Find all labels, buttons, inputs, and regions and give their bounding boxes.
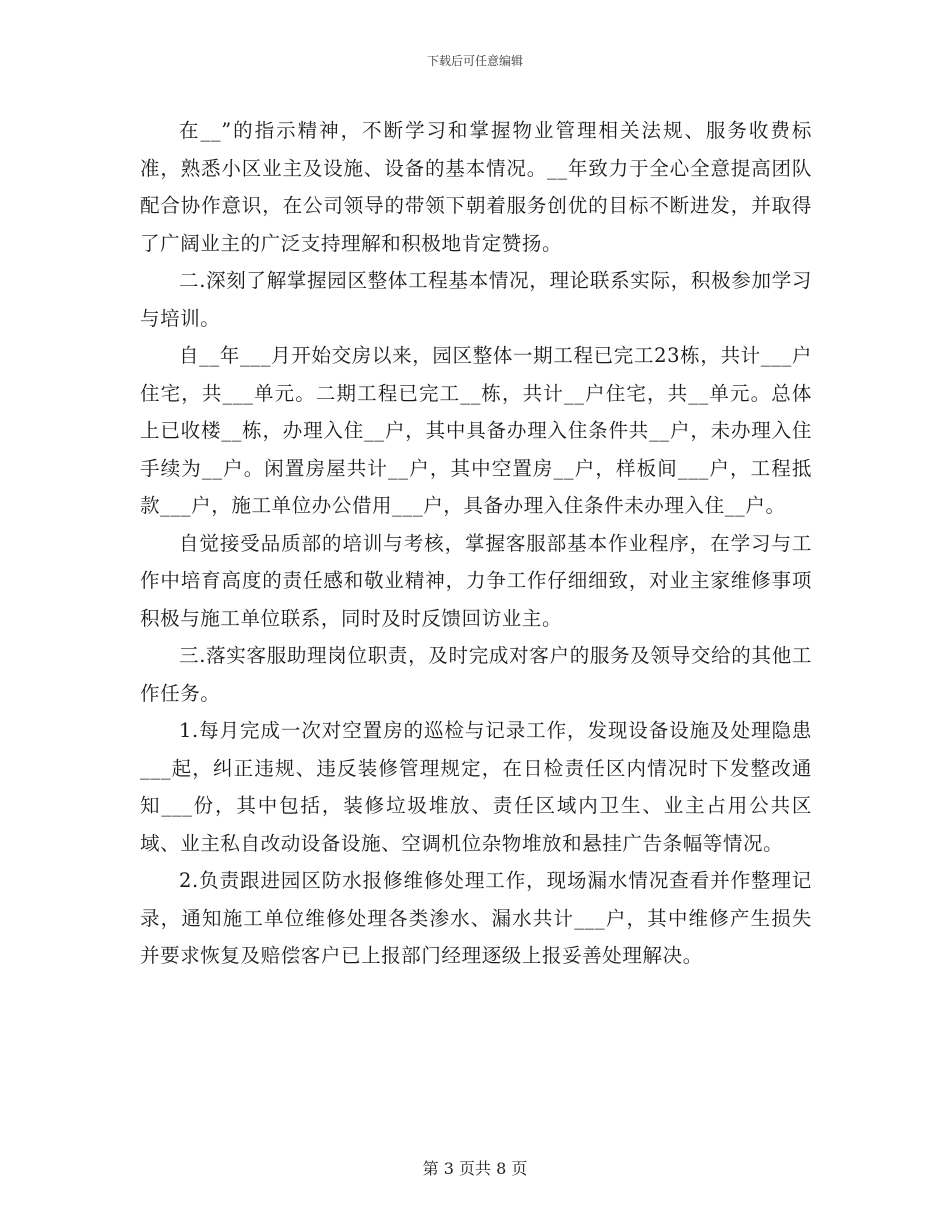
paragraph-4: 自觉接受品质部的培训与考核，掌握客服部基本作业程序，在学习与工作中培育高度的责任感和敬业精神，力争工作仔细细致，对业主家维修事项积极与施工单位联系，同时及时反馈回访业主。 xyxy=(140,531,812,630)
document-body xyxy=(140,112,812,975)
paragraph-6: 1.每月完成一次对空置房的巡检与记录工作，发现设备设施及处理隐患___起，纠正违规、违反装修管理规定，在日检责任区内情况时下发整改通知___份，其中包括，装修垃圾堆放、责任区域内卫生、业主占用公共区域、业主私自改动设备设施、空调机位杂物堆放和悬挂广告条幅等情况。 xyxy=(140,719,812,855)
page-header: 下载后可任意编辑 xyxy=(426,54,523,68)
page-number: 第 3 页共 8 页 xyxy=(422,1159,528,1178)
paragraph-3: 自__年___月开始交房以来，园区整体一期工程已完工23栋，共计___户住宅，共___单元。二期工程已完工__栋，共计__户住宅，共__单元。总体上已收楼__栋，办理入住__户，其中具备办理入住条件共__户，未办理入住手续为__户。闲置房屋共计__户，其中空置房__户，样板间___户，工程抵款___户，施工单位办公借用___户，具备办理入住条件未办理入住__户。 xyxy=(140,344,812,517)
paragraph-1: 在__”的指示精神，不断学习和掌握物业管理相关法规、服务收费标准，熟悉小区业主及设施、设备的基本情况。__年致力于全心全意提高团队配合协作意识，在公司领导的带领下朝着服务创优的目标不断进发，并取得了广阔业主的广泛支持理解和积极地肯定赞扬。 xyxy=(140,119,812,255)
paragraph-5: 三.落实客服助理岗位职责，及时完成对客户的服务及领导交给的其他工作任务。 xyxy=(140,644,812,705)
paragraph-2: 二.深刻了解掌握园区整体工程基本情况，理论联系实际，积极参加学习与培训。 xyxy=(140,269,812,330)
paragraph-7: 2.负责跟进园区防水报修维修处理工作，现场漏水情况查看并作整理记录，通知施工单位维修处理各类渗水、漏水共计___户，其中维修产生损失并要求恢复及赔偿客户已上报部门经理逐级上报妥善处理解决。 xyxy=(140,869,812,967)
